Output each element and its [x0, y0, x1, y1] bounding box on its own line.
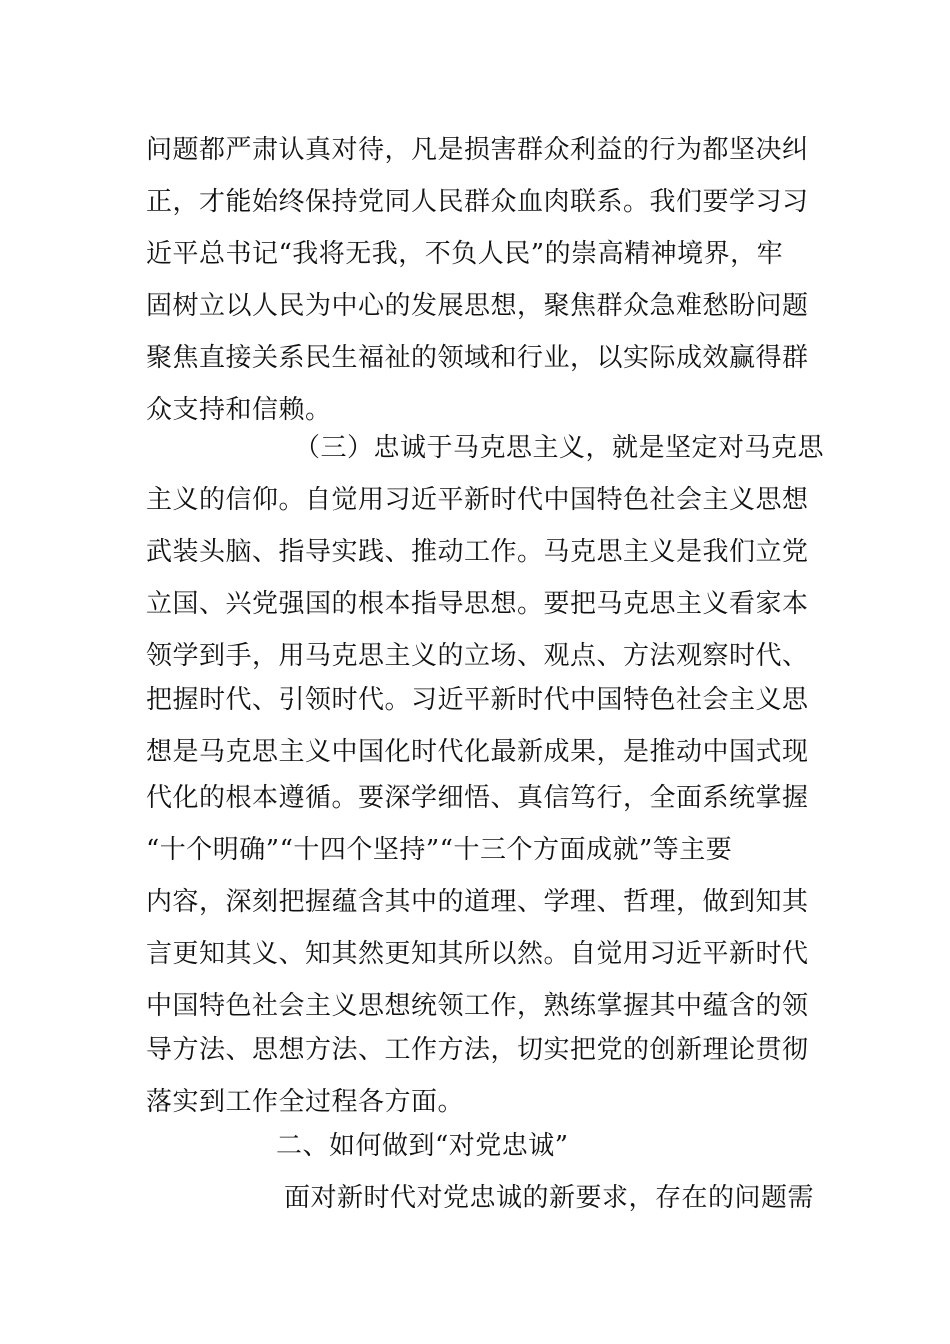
text-line: 领学到手，用马克思主义的立场、观点、方法观察时代、 — [146, 641, 809, 671]
text-line: 落实到工作全过程各方面。 — [146, 1087, 465, 1117]
text-line: 正，才能始终保持党同人民群众血肉联系。我们要学习习 — [146, 187, 809, 217]
text-line: 主义的信仰。自觉用习近平新时代中国特色社会主义思想 — [146, 485, 809, 515]
text-line: 立国、兴党强国的根本指导思想。要把马克思主义看家本 — [146, 589, 809, 619]
text-line: 内容，深刻把握蕴含其中的道理、学理、哲理，做到知其 — [146, 887, 809, 917]
section-heading-line: 二、如何做到“对党忠诚” — [276, 1131, 569, 1161]
text-line: 近平总书记“我将无我，不负人民”的崇高精神境界，牢 — [146, 239, 784, 269]
text-line: 导方法、思想方法、工作方法，切实把党的创新理论贯彻 — [146, 1035, 809, 1065]
text-line: 中国特色社会主义思想统领工作，熟练掌握其中蕴含的领 — [146, 991, 809, 1021]
text-line: 代化的根本遵循。要深学细悟、真信笃行，全面系统掌握 — [146, 783, 809, 813]
text-line: 聚焦直接关系民生福祉的领域和行业，以实际成效赢得群 — [146, 343, 809, 373]
text-line: 言更知其义、知其然更知其所以然。自觉用习近平新时代 — [146, 939, 809, 969]
text-line: 面对新时代对党忠诚的新要求，存在的问题需 — [284, 1183, 815, 1213]
text-line: 问题都严肃认真对待，凡是损害群众利益的行为都坚决纠 — [146, 135, 809, 165]
text-line: “十个明确”“十四个坚持”“十三个方面成就”等主要 — [146, 835, 733, 865]
section-heading-line: （三）忠诚于马克思主义，就是坚定对马克思 — [294, 433, 825, 463]
text-line: 众支持和信赖。 — [146, 395, 332, 425]
text-line: 固树立以人民为中心的发展思想，聚焦群众急难愁盼问题 — [146, 291, 809, 321]
text-line: 把握时代、引领时代。习近平新时代中国特色社会主义思 — [146, 685, 809, 715]
text-line: 想是马克思主义中国化时代化最新成果，是推动中国式现 — [146, 737, 809, 767]
text-line: 武装头脑、指导实践、推动工作。马克思主义是我们立党 — [146, 537, 809, 567]
